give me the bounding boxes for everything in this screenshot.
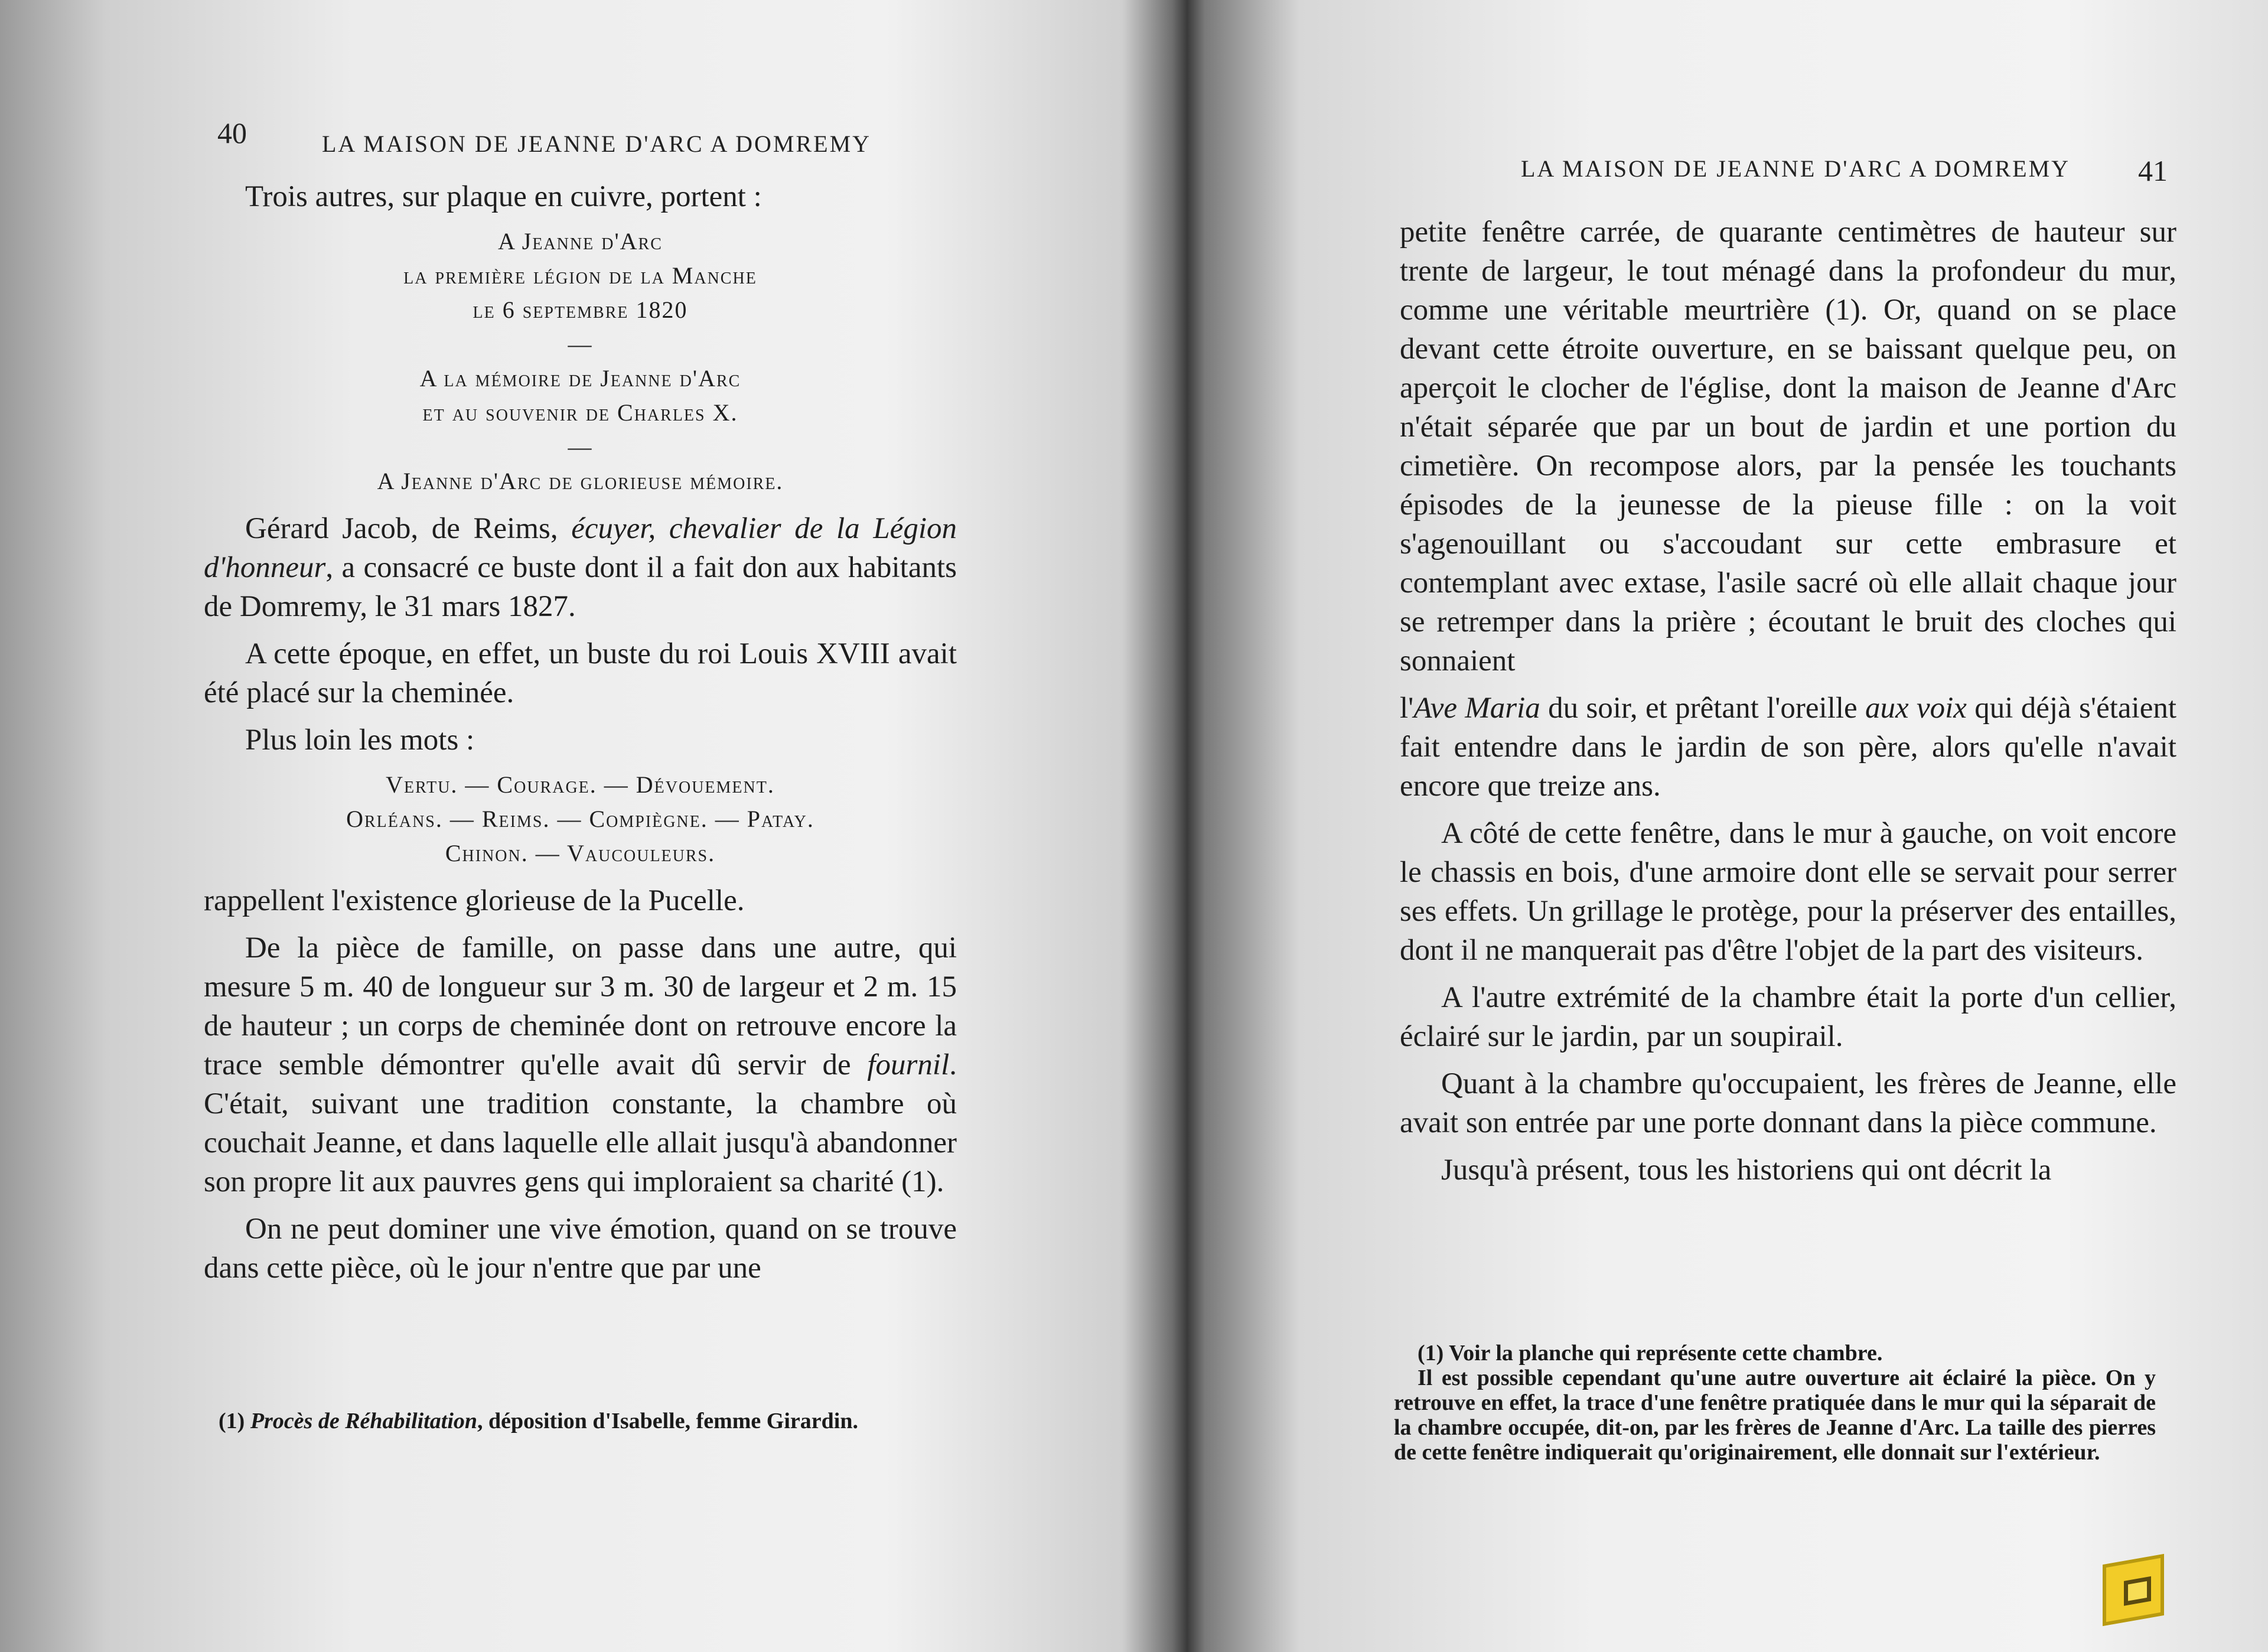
page-number-left: 40 bbox=[217, 116, 247, 149]
paragraph-fenetre: petite fenêtre carrée, de quarante centimètres de hauteur sur trente de largeur, le tout ménagé dans la profondeur du mur, comme une véritable meurtrière (1). Or, quand on se place devant cette étroite ouverture, en se baissant quelque peu, on aperçoit le clocher de l'église, dont la maison de Jeanne d'Arc n'était séparée que par un bout de jardin et une portion du cimetière. On recompose alors, par la pensée les touchants épisodes de la jeunesse de la pieuse fille : on la voit s'agenouillant ou s'accoudant sur cette embrasure et contemplant avec extase, l'asile sacré où elle allait chaque jour se retremper dans la prière ; écoutant le bruit des cloches qui sonnaient bbox=[1400, 216, 2176, 677]
sticky-note-icon-inner bbox=[2124, 1576, 2151, 1606]
inscription-3: A Jeanne d'Arc de glorieuse mémoire. bbox=[377, 468, 784, 494]
separator-dash: — bbox=[568, 331, 593, 357]
footnote-1-right: (1) Voir la planche qui représente cette chambre. bbox=[1418, 1341, 1883, 1366]
inscription-2-line-2: et au souvenir de Charles X. bbox=[422, 399, 738, 426]
paragraph-extremite: A l'autre extrémité de la chambre était la porte d'un cellier, éclairé sur le jardin, par un soupirail. bbox=[1400, 981, 2176, 1053]
left-body-text bbox=[204, 177, 957, 1296]
sticky-note-icon[interactable] bbox=[2103, 1554, 2164, 1626]
mots-line-3: Chinon. — Vaucouleurs. bbox=[445, 840, 716, 866]
inscription-2-line-1: A la mémoire de Jeanne d'Arc bbox=[419, 365, 741, 392]
right-page bbox=[1187, 0, 2268, 1652]
paragraph-freres: Quant à la chambre qu'occupaient, les frères de Jeanne, elle avait son entrée par une porte donnant dans la pièce commune. bbox=[1400, 1067, 2176, 1139]
footnote-1-left: (1) Procès de Réhabilitation, déposition d'Isabelle, femme Girardin. bbox=[219, 1409, 858, 1433]
inscription-1-line-3: le 6 septembre 1820 bbox=[472, 296, 688, 323]
footnote-2-right: Il est possible cependant qu'une autre ouverture ait éclairé la pièce. On y retrouve en effet, la trace d'une fenêtre pratiquée dans le mur qui la séparait de la chambre occupée, dit-on, par les frères de Jeanne d'Arc. La taille des pierres de cette fenêtre indiquerait qu'originairement, elle donnait sur l'extérieur. bbox=[1394, 1366, 2156, 1465]
mots-line-2: Orléans. — Reims. — Compiègne. — Patay. bbox=[346, 806, 814, 832]
paragraph-gerard: Gérard Jacob, de Reims, écuyer, chevalier de la Légion d'honneur, a consacré ce buste dont il a fait don aux habitants de Domremy, le 31 mars 1827. bbox=[204, 512, 957, 623]
separator-dash: — bbox=[568, 434, 593, 460]
paragraph-ave-maria: l'Ave Maria du soir, et prêtant l'oreille aux voix qui déjà s'étaient fait entendre dans le jardin de son père, alors qu'elle n'avait encore que treize ans. bbox=[1400, 692, 2177, 803]
inscription-1 bbox=[204, 224, 957, 498]
footnotes-right bbox=[1394, 1341, 2156, 1465]
paragraph-plus-loin: Plus loin les mots : bbox=[245, 724, 475, 757]
running-head-right: LA MAISON DE JEANNE D'ARC A DOMREMY bbox=[1521, 155, 2071, 182]
mots-line-1: Vertu. — Courage. — Dévouement. bbox=[386, 771, 775, 798]
right-body-text bbox=[1400, 213, 2176, 1198]
page-number-right: 41 bbox=[2138, 154, 2168, 187]
footnote-left bbox=[195, 1409, 945, 1433]
paragraph-epoque: A cette époque, en effet, un buste du roi Louis XVIII avait été placé sur la cheminée. bbox=[204, 637, 957, 709]
intro-text: Trois autres, sur plaque en cuivre, portent : bbox=[245, 180, 762, 213]
paragraph-piece: De la pièce de famille, on passe dans une autre, qui mesure 5 m. 40 de longueur sur 3 m. 30 de largeur et 2 m. 15 de hauteur ; un corps de cheminée dont on retrouve encore la trace semble démontrer qu'elle avait dû servir de fournil. C'était, suivant une tradition constante, la chambre où couchait Jeanne, et dans laquelle elle allait jusqu'à abandonner son propre lit aux pauvres gens qui imploraient sa charité (1). bbox=[204, 931, 957, 1198]
inscription-1-line-1: A Jeanne d'Arc bbox=[498, 228, 663, 255]
paragraph-rappellent: rappellent l'existence glorieuse de la Pucelle. bbox=[204, 884, 745, 917]
inscription-1-line-2: la première légion de la Manche bbox=[403, 262, 757, 289]
mots-list bbox=[204, 768, 957, 871]
paragraph-cote: A côté de cette fenêtre, dans le mur à gauche, on voit encore le chassis en bois, d'une armoire dont elle se servait pour serrer ses effets. Un grillage le protège, pour la préserver des entailles, dont il ne manquerait pas d'être l'objet de la part des visiteurs. bbox=[1400, 817, 2176, 967]
paragraph-emotion: On ne peut dominer une vive émotion, quand on se trouve dans cette pièce, où le jour n'entre que par une bbox=[204, 1213, 957, 1285]
paragraph-jusqua: Jusqu'à présent, tous les historiens qui ont décrit la bbox=[1441, 1154, 2052, 1187]
running-head-left: LA MAISON DE JEANNE D'ARC A DOMREMY bbox=[322, 131, 872, 157]
